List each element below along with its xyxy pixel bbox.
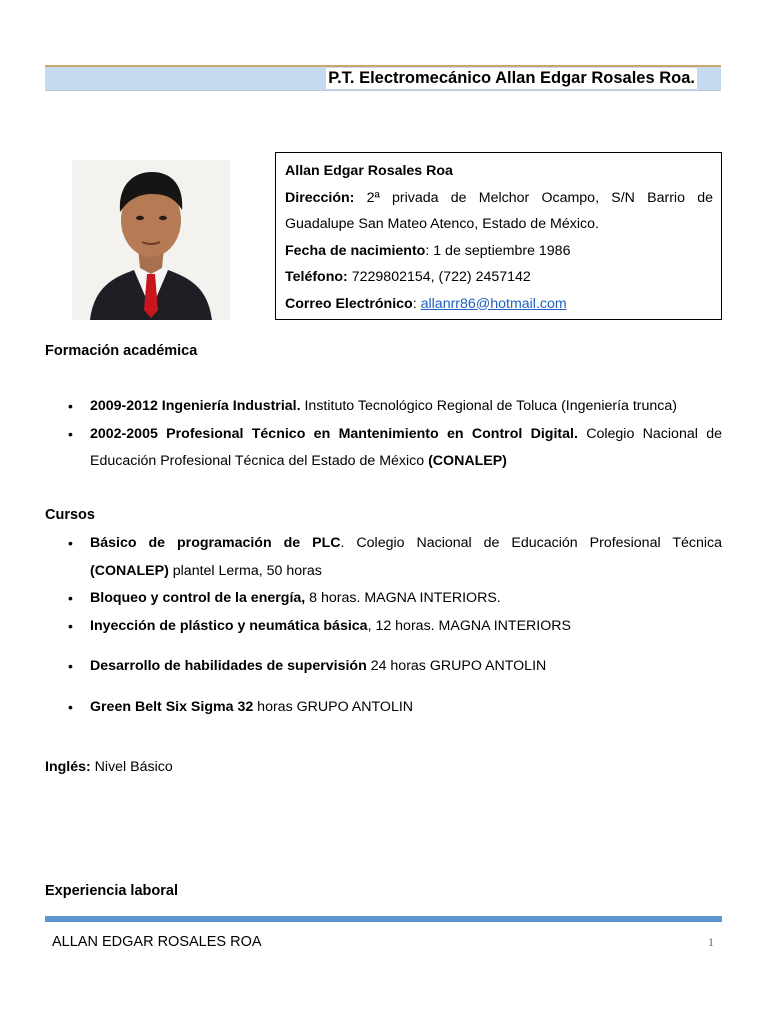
person-photo-icon (72, 160, 230, 320)
contact-birthdate: Fecha de nacimiento: 1 de septiembre 1986 (285, 242, 571, 259)
list-item: • Green Belt Six Sigma 32 horas GRUPO ANTOLIN (68, 694, 722, 722)
courses-list (68, 530, 722, 721)
list-item: • Inyección de plástico y neumática básica, 12 horas. MAGNA INTERIORS (68, 613, 722, 641)
contact-name: Allan Edgar Rosales Roa (285, 163, 453, 179)
contact-info-box (275, 152, 722, 320)
courses-heading: Cursos (45, 507, 95, 523)
contact-email: Correo Electrónico: allanrr86@hotmail.com (285, 295, 567, 312)
contact-phone: Teléfono: 7229802154, (722) 2457142 (285, 269, 531, 285)
list-item: • 2009-2012 Ingeniería Industrial. Instituto Tecnológico Regional de Toluca (Ingeniería trunca) (68, 393, 722, 421)
contact-address: Dirección: 2ª privada de Melchor Ocampo, S/N Barrio de Guadalupe San Mateo Atenco, Estado de México. (285, 189, 713, 232)
education-heading: Formación académica (45, 343, 198, 359)
list-item: • Básico de programación de PLC. Colegio Nacional de Educación Profesional Técnica (CONALEP) plantel Lerma, 50 horas (68, 530, 722, 585)
footer-rule (45, 916, 722, 922)
footer-name: ALLAN EDGAR ROSALES ROA (52, 934, 262, 950)
title-band (45, 65, 721, 91)
education-list (68, 393, 722, 476)
list-item: • Bloqueo y control de la energía, 8 horas. MAGNA INTERIORS. (68, 585, 722, 613)
experience-heading: Experiencia laboral (45, 883, 178, 899)
list-item: • Desarrollo de habilidades de supervisión 24 horas GRUPO ANTOLIN (68, 653, 722, 681)
list-item: • 2002-2005 Profesional Técnico en Mantenimiento en Control Digital. Colegio Nacional de Educación Profesional Técnica del Estado de México (CONALEP) (68, 421, 722, 476)
page-number: 1 (708, 935, 714, 949)
page-title: P.T. Electromecánico Allan Edgar Rosales Roa. (328, 69, 695, 87)
email-link[interactable]: allanrr86@hotmail.com (420, 295, 567, 312)
profile-photo (72, 160, 230, 320)
language-line: Inglés: Nivel Básico (45, 759, 173, 775)
